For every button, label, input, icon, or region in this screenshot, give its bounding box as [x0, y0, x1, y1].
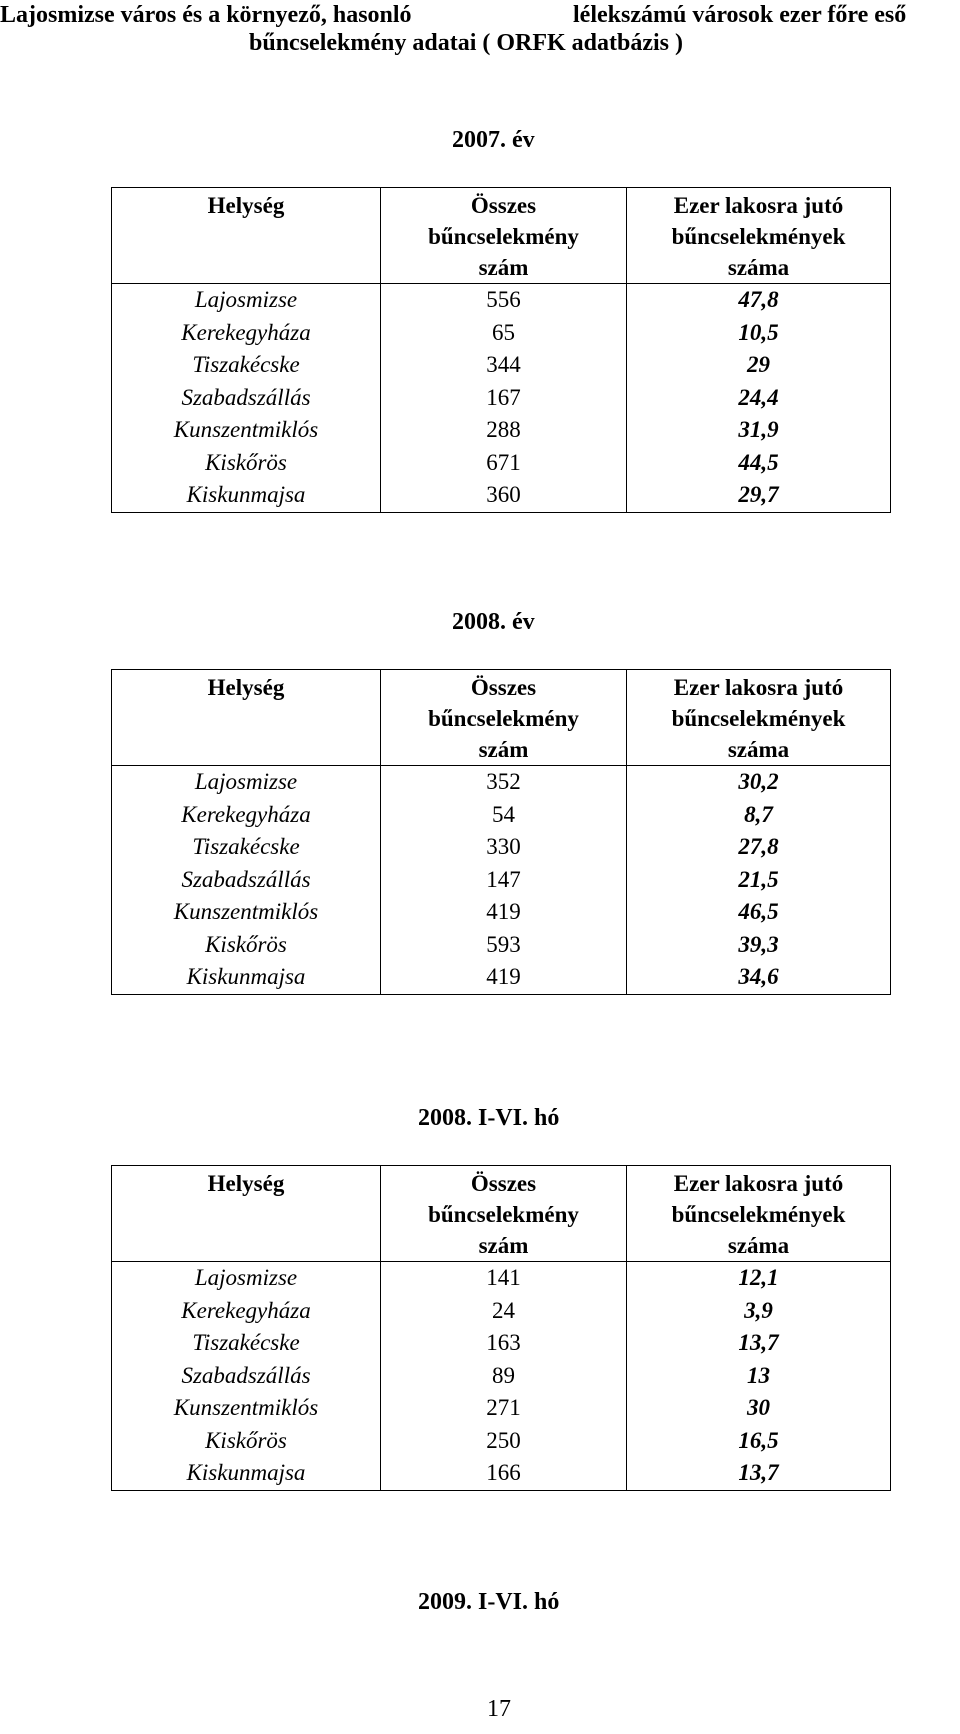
rate-cell: 12,1: [627, 1262, 891, 1295]
column-header-rate: Ezer lakosra jutó bűncselekmények száma: [627, 670, 891, 766]
document-title: [0, 2, 960, 32]
rate-cell: 34,6: [627, 961, 891, 994]
table-row: [112, 1392, 891, 1425]
section-heading-2007: 2007. év: [452, 127, 535, 153]
rate-cell: 13: [627, 1360, 891, 1393]
total-cell: 419: [381, 896, 627, 929]
rate-cell: 29,7: [627, 479, 891, 512]
column-header-rate: Ezer lakosra jutó bűncselekmények száma: [627, 188, 891, 284]
table-row: [112, 382, 891, 415]
rate-cell: 24,4: [627, 382, 891, 415]
place-cell: Tiszakécske: [112, 831, 381, 864]
table-row: [112, 896, 891, 929]
rate-cell: 27,8: [627, 831, 891, 864]
crime-table-2007: [111, 187, 891, 513]
place-cell: Tiszakécske: [112, 349, 381, 382]
place-cell: Kiskőrös: [112, 929, 381, 962]
rate-cell: 10,5: [627, 317, 891, 350]
total-cell: 65: [381, 317, 627, 350]
total-cell: 163: [381, 1327, 627, 1360]
total-cell: 556: [381, 284, 627, 317]
table-header-row: [112, 670, 891, 766]
total-cell: 89: [381, 1360, 627, 1393]
table-row: [112, 1295, 891, 1328]
place-cell: Tiszakécske: [112, 1327, 381, 1360]
column-header-place: Helység: [112, 1166, 381, 1262]
rate-cell: 3,9: [627, 1295, 891, 1328]
title-right: lélekszámú városok ezer főre eső: [573, 2, 907, 28]
rate-cell: 29: [627, 349, 891, 382]
column-header-total: Összes bűncselekmény szám: [381, 1166, 627, 1262]
crime-table-2008-h1: [111, 1165, 891, 1491]
rate-cell: 8,7: [627, 799, 891, 832]
table-row: [112, 479, 891, 512]
table-row: [112, 1262, 891, 1295]
table-row: [112, 349, 891, 382]
table-row: [112, 1360, 891, 1393]
place-cell: Lajosmizse: [112, 1262, 381, 1295]
rate-cell: 46,5: [627, 896, 891, 929]
total-cell: 330: [381, 831, 627, 864]
total-cell: 147: [381, 864, 627, 897]
place-cell: Kunszentmiklós: [112, 896, 381, 929]
table-row: [112, 961, 891, 994]
table-row: [112, 317, 891, 350]
rate-cell: 13,7: [627, 1457, 891, 1490]
place-cell: Kiskőrös: [112, 447, 381, 480]
total-cell: 360: [381, 479, 627, 512]
place-cell: Kunszentmiklós: [112, 414, 381, 447]
place-cell: Szabadszállás: [112, 864, 381, 897]
place-cell: Szabadszállás: [112, 1360, 381, 1393]
table-header-row: [112, 1166, 891, 1262]
table-row: [112, 1327, 891, 1360]
rate-cell: 31,9: [627, 414, 891, 447]
table-row: [112, 414, 891, 447]
crime-table-2008: [111, 669, 891, 995]
place-cell: Kunszentmiklós: [112, 1392, 381, 1425]
column-header-place: Helység: [112, 188, 381, 284]
table-row: [112, 766, 891, 799]
rate-cell: 13,7: [627, 1327, 891, 1360]
column-header-place: Helység: [112, 670, 381, 766]
section-heading-2009-h1: 2009. I-VI. hó: [418, 1589, 560, 1615]
table-row: [112, 864, 891, 897]
rate-cell: 21,5: [627, 864, 891, 897]
place-cell: Kerekegyháza: [112, 799, 381, 832]
total-cell: 24: [381, 1295, 627, 1328]
table-header-row: [112, 188, 891, 284]
rate-cell: 39,3: [627, 929, 891, 962]
place-cell: Kerekegyháza: [112, 1295, 381, 1328]
place-cell: Kiskunmajsa: [112, 1457, 381, 1490]
title-line2: bűncselekmény adatai ( ORFK adatbázis ): [249, 30, 684, 56]
total-cell: 166: [381, 1457, 627, 1490]
table-row: [112, 799, 891, 832]
rate-cell: 44,5: [627, 447, 891, 480]
total-cell: 250: [381, 1425, 627, 1458]
rate-cell: 16,5: [627, 1425, 891, 1458]
total-cell: 54: [381, 799, 627, 832]
total-cell: 352: [381, 766, 627, 799]
title-left: Lajosmizse város és a környező, hasonló: [0, 2, 412, 28]
column-header-total: Összes bűncselekmény szám: [381, 188, 627, 284]
table-row: [112, 831, 891, 864]
total-cell: 141: [381, 1262, 627, 1295]
section-heading-2008: 2008. év: [452, 609, 535, 635]
place-cell: Lajosmizse: [112, 766, 381, 799]
section-heading-2008-h1: 2008. I-VI. hó: [418, 1105, 560, 1131]
table-row: [112, 929, 891, 962]
column-header-rate: Ezer lakosra jutó bűncselekmények száma: [627, 1166, 891, 1262]
rate-cell: 30: [627, 1392, 891, 1425]
column-header-total: Összes bűncselekmény szám: [381, 670, 627, 766]
table-row: [112, 447, 891, 480]
total-cell: 288: [381, 414, 627, 447]
total-cell: 271: [381, 1392, 627, 1425]
place-cell: Kiskunmajsa: [112, 961, 381, 994]
table-row: [112, 1425, 891, 1458]
place-cell: Kiskőrös: [112, 1425, 381, 1458]
page-number: 17: [487, 1696, 511, 1722]
total-cell: 167: [381, 382, 627, 415]
place-cell: Kerekegyháza: [112, 317, 381, 350]
table-row: [112, 1457, 891, 1490]
total-cell: 671: [381, 447, 627, 480]
rate-cell: 47,8: [627, 284, 891, 317]
total-cell: 344: [381, 349, 627, 382]
table-row: [112, 284, 891, 317]
place-cell: Lajosmizse: [112, 284, 381, 317]
place-cell: Kiskunmajsa: [112, 479, 381, 512]
total-cell: 419: [381, 961, 627, 994]
place-cell: Szabadszállás: [112, 382, 381, 415]
rate-cell: 30,2: [627, 766, 891, 799]
total-cell: 593: [381, 929, 627, 962]
